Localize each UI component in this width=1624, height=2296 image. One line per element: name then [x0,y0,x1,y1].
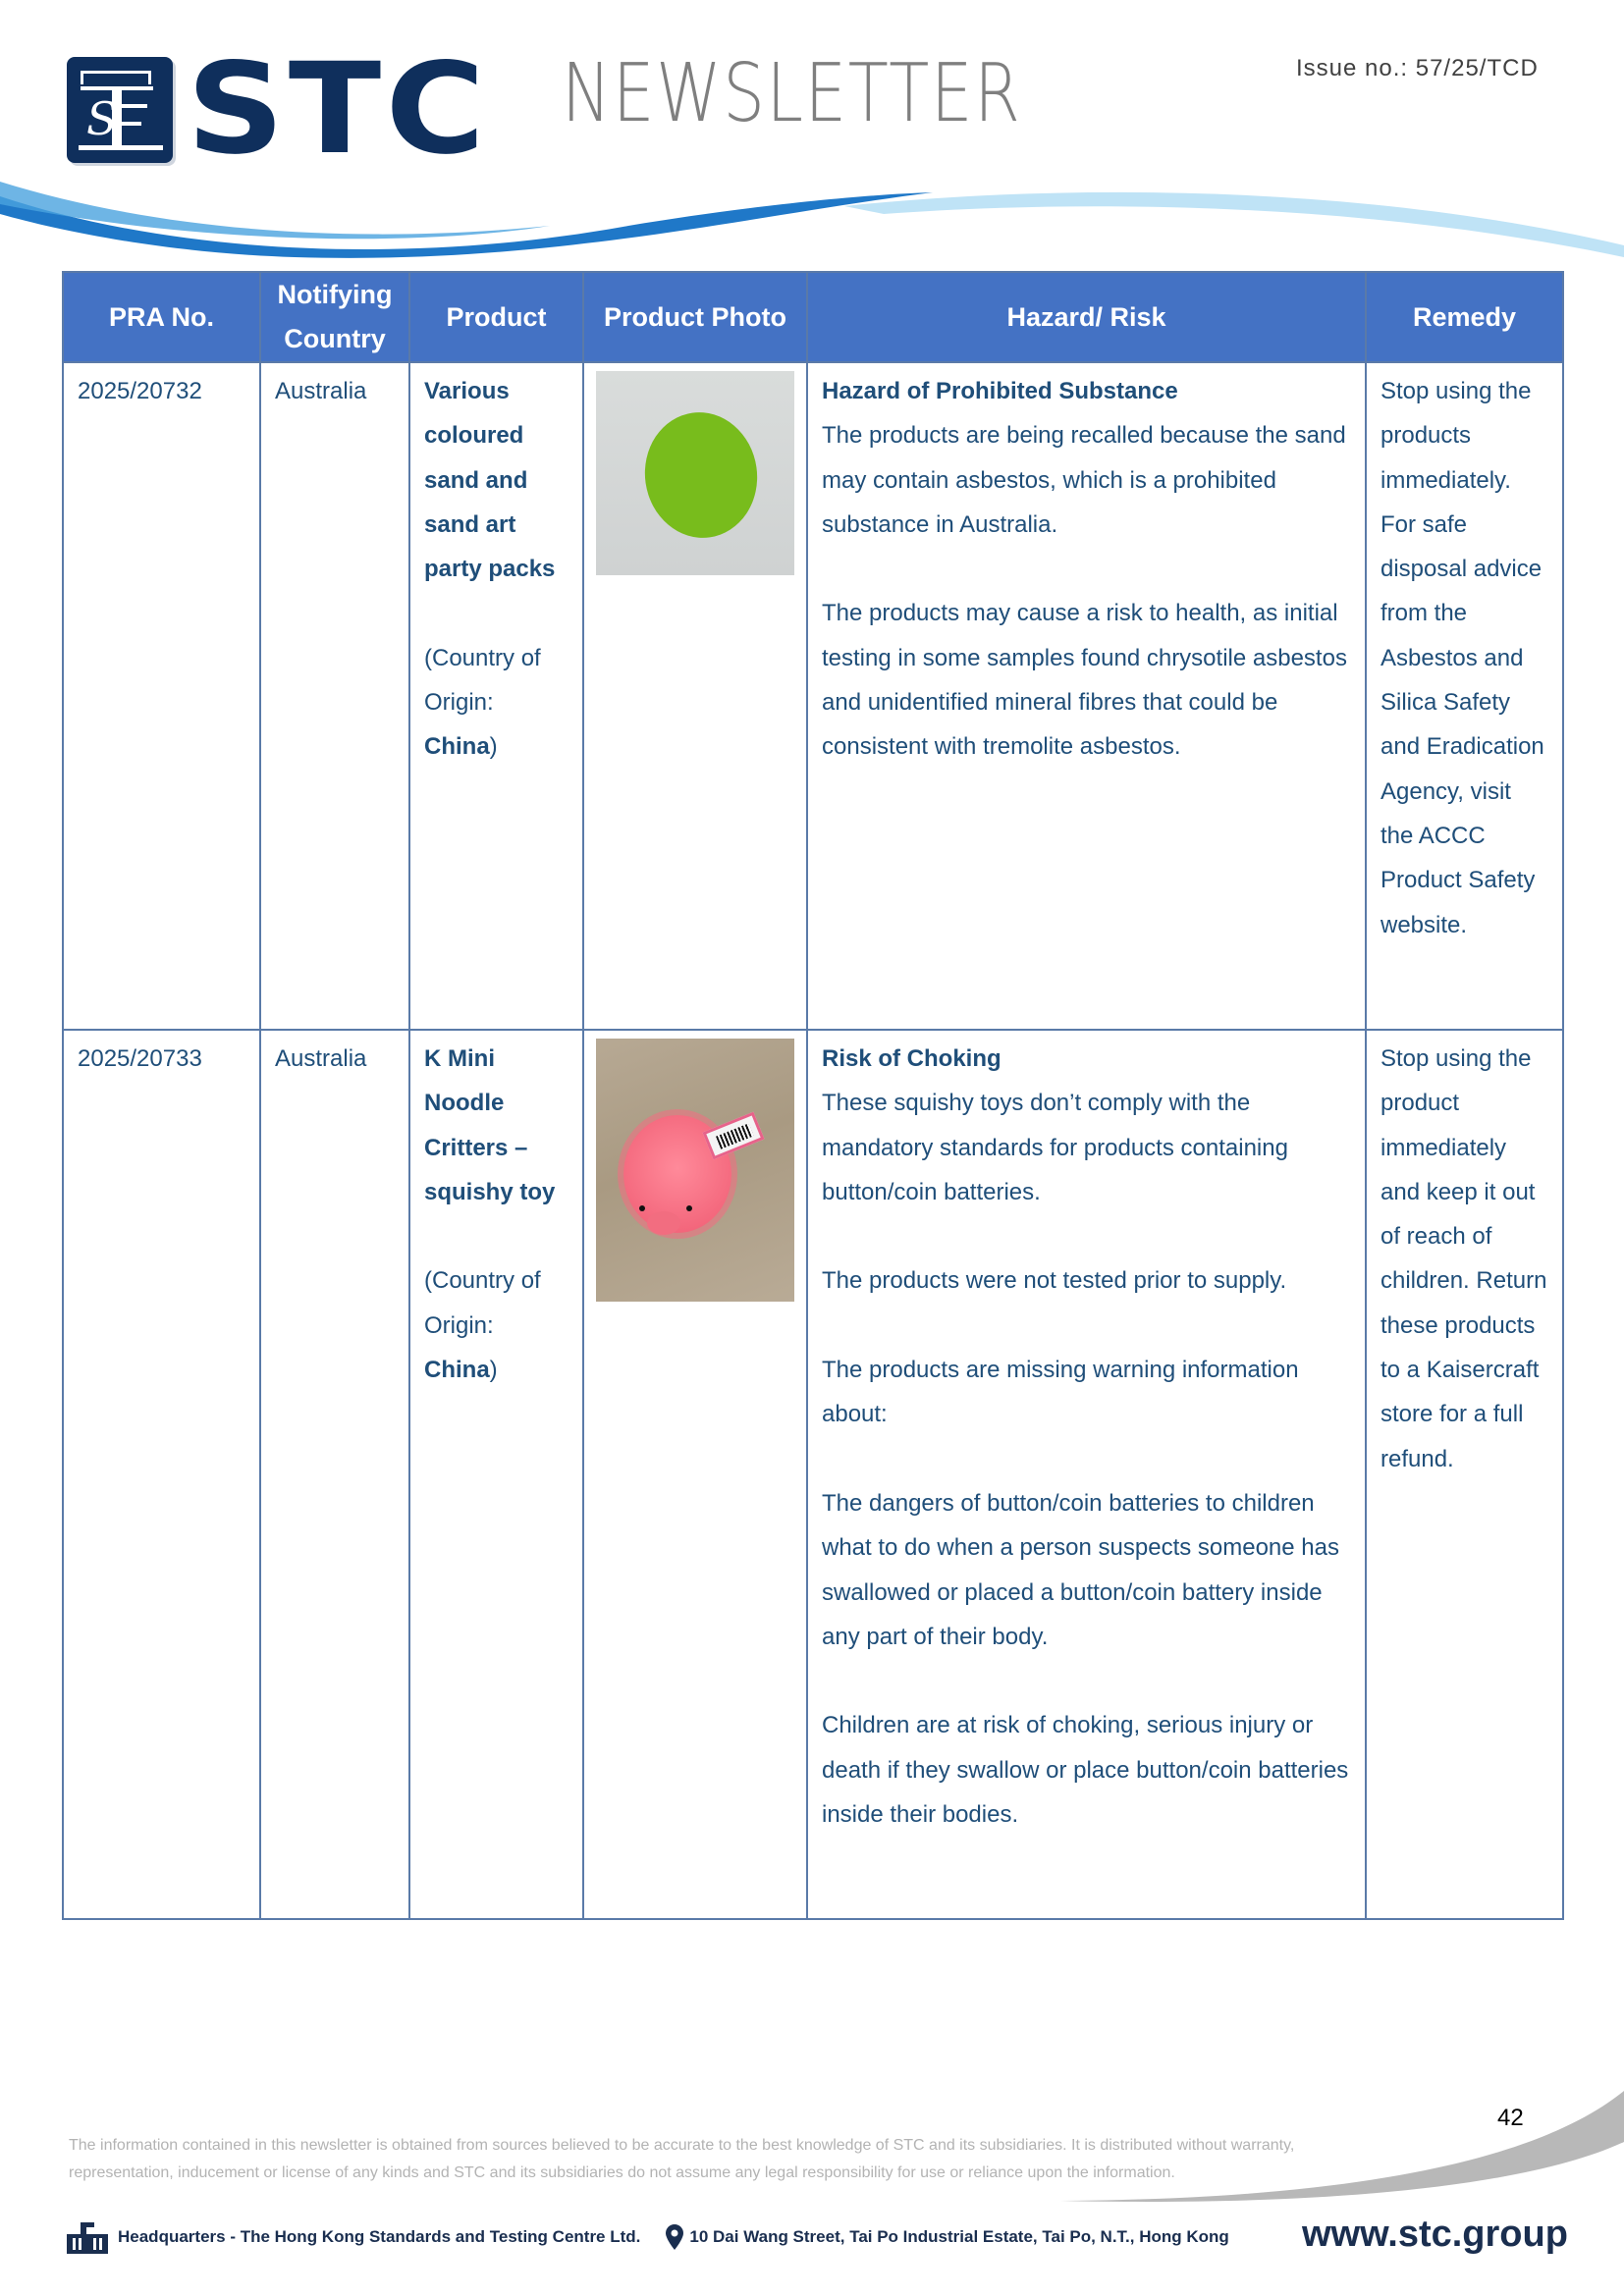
hazard-cell [807,362,1366,1030]
column-header-product: Product [409,272,583,362]
product-photo-cell [583,362,807,1030]
column-header-hazard-risk: Hazard/ Risk [807,272,1366,362]
remedy: Stop using the product immediately and keep it out of reach of children. Return these products to a Kaisercraft store for a full refund. [1366,1030,1563,1919]
hazard-title: Risk of Choking [822,1045,1001,1072]
hazard-paragraph: These squishy toys don’t comply with the mandatory standards for products containing button/coin batteries. [822,1090,1288,1205]
product-photo-pig-squishy-toy [596,1039,794,1302]
table-row [63,362,1563,1030]
origin-country: China [424,733,490,761]
product-name: K Mini Noodle Critters – squishy toy [424,1045,556,1205]
origin-label: (Country of Origin: [424,644,541,717]
product-recall-table [62,271,1564,1920]
product-name: Various coloured sand and sand art party packs [424,378,556,583]
header-swoosh-decoration [0,177,1624,275]
stc-logo [67,36,490,183]
hazard-paragraph: The dangers of button/coin batteries to children what to do when a person suspects someone has swallowed or placed a button/coin battery inside any part of their body. [822,1489,1339,1650]
hazard-paragraph: The products were not tested prior to supply. [822,1267,1287,1295]
hazard-paragraph: The products are being recalled because the sand may contain asbestos, which is a prohibited substance in Australia. [822,422,1346,538]
hazard-paragraph: Children are at risk of choking, serious injury or death if they swallow or place button/coin batteries inside their bodies. [822,1712,1349,1829]
website-link[interactable]: www.stc.group [1302,2214,1568,2255]
disclaimer-text: The information contained in this newsletter is obtained from sources believed to be accurate to the best knowledge of STC and its subsidiaries. It is distributed without warranty, representation, inducement or license of any kinds and STC and its subsidiaries do not assume any legal responsibility for use or reliance upon the information. [69,2137,1295,2181]
remedy: Stop using the products immediately. For safe disposal advice from the Asbestos and Silica Safety and Eradication Agency, visit the ACCC Product Safety website. [1366,362,1563,1030]
product-cell: Various coloured sand and sand art party packs (Country of Origin: China) [409,362,583,1030]
building-icon [65,2220,110,2254]
hazard-paragraph: The products are missing warning information about: [822,1357,1299,1428]
logo-text: STC [187,36,490,183]
origin-country: China [424,1357,490,1384]
column-header-remedy: Remedy [1366,272,1563,362]
address-text: 10 Dai Wang Street, Tai Po Industrial Estate, Tai Po, N.T., Hong Kong [689,2227,1229,2246]
product-photo-cell [583,1030,807,1919]
pra-number: 2025/20732 [63,362,260,1030]
stc-emblem-icon: S [67,57,173,163]
notifying-country: Australia [260,1030,409,1919]
origin-label: (Country of Origin: [424,1267,541,1339]
hazard-title: Hazard of Prohibited Substance [822,378,1178,404]
footer-contact [65,2220,1229,2254]
notifying-country: Australia [260,362,409,1030]
newsletter-title: NEWSLETTER [562,47,1022,140]
table-header-row [63,272,1563,362]
hazard-cell [807,1030,1366,1919]
column-header-pra-no: PRA No. [63,272,260,362]
hazard-paragraph: The products may cause a risk to health, as initial testing in some samples found chrysotile asbestos and unidentified mineral fibres that could be consistent with tremolite asbestos. [822,600,1347,761]
product-cell: K Mini Noodle Critters – squishy toy (Country of Origin: China) [409,1030,583,1919]
product-photo-coloured-sand [596,371,794,575]
page-number: 42 [1497,2105,1524,2131]
column-header-notifying-country: Notifying Country [260,272,409,362]
pra-number: 2025/20733 [63,1030,260,1919]
issue-number: Issue no.: 57/25/TCD [1296,55,1539,81]
table-row [63,1030,1563,1919]
location-pin-icon [666,2224,683,2250]
column-header-product-photo: Product Photo [583,272,807,362]
headquarters-text: Headquarters - The Hong Kong Standards and Testing Centre Ltd. [118,2227,641,2246]
